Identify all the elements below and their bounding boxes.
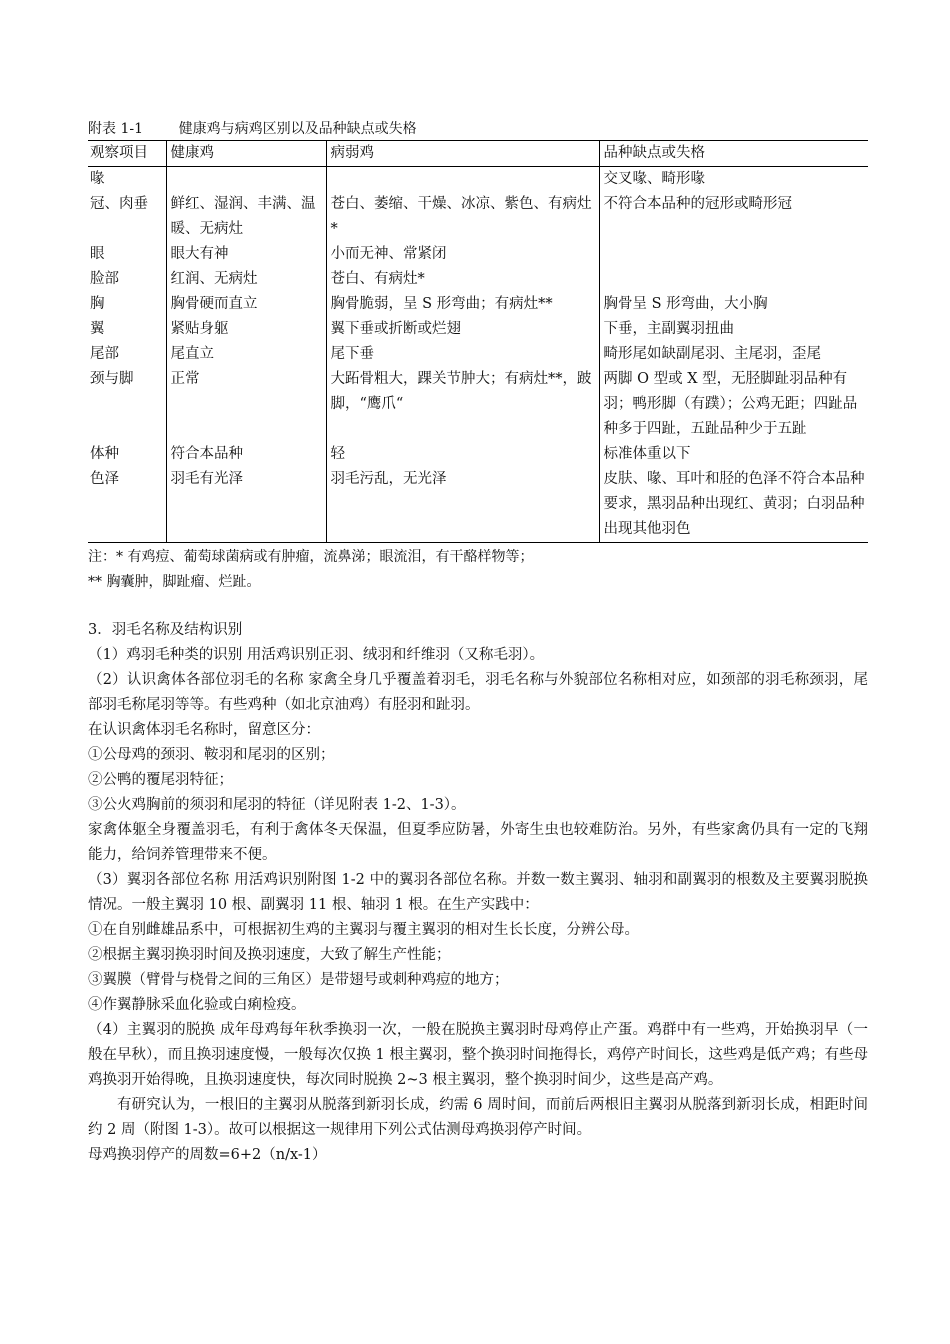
list-item: ①在自别雌雄品系中，可根据初生鸡的主翼羽与覆主翼羽的相对生长长度，分辨公母。 xyxy=(88,922,639,938)
cell-healthy: 尾直立 xyxy=(166,342,326,367)
note-line: 注：* 有鸡痘、葡萄球菌病或有肿瘤，流鼻涕；眼流泪，有干酪样物等； xyxy=(88,549,534,565)
table-row xyxy=(88,292,868,317)
section-title: 3．羽毛名称及结构识别 xyxy=(88,622,243,638)
cell-weak: 翼下垂或折断或烂翅 xyxy=(326,317,599,342)
cell-defect: 下垂，主副翼羽扭曲 xyxy=(599,317,868,342)
cell-defect: 两脚 O 型或 X 型，无胫脚趾羽品种有羽；鸭形脚（有蹼）；公鸡无距；四趾品种多于四趾，五趾品种少于五趾 xyxy=(599,367,868,442)
list-item: ③翼膜（臂骨与桡骨之间的三角区）是带翅号或刺种鸡痘的地方； xyxy=(88,972,509,988)
table-header-cell: 观察项目 xyxy=(88,141,166,167)
table-row xyxy=(88,167,868,193)
cell-item: 色泽 xyxy=(88,467,166,543)
paragraph: 家禽体躯全身覆盖羽毛，有利于禽体冬天保温，但夏季应防暑，外寄生虫也较难防治。另外，有些家禽仍具有一定的飞翔能力，给饲养管理带来不便。 xyxy=(88,822,868,863)
cell-healthy: 眼大有神 xyxy=(166,242,326,267)
cell-item: 颈与脚 xyxy=(90,371,134,387)
cell-item: 胸 xyxy=(90,296,105,312)
table-caption: 附表 1-1 健康鸡与病鸡区别以及品种缺点或失格 xyxy=(88,121,417,137)
formula: 母鸡换羽停产的周数=6+2（n/x-1） xyxy=(88,1147,327,1163)
cell-item: 眼 xyxy=(90,246,105,262)
table-row xyxy=(88,367,868,442)
cell-healthy: 正常 xyxy=(166,367,326,442)
cell-item: 翼 xyxy=(90,321,105,337)
list-item: ③公火鸡胸前的须羽和尾羽的特征（详见附表 1-2、1-3）。 xyxy=(88,797,466,813)
paragraph: （4）主翼羽的脱换 成年母鸡每年秋季换羽一次，一般在脱换主翼羽时母鸡停止产蛋。鸡群中有一些鸡，开始换羽早（一般在早秋），而且换羽速度慢，一般每次仅换 1 根主翼羽，整个换羽时间拖得长，鸡停产时间长，这些鸡是低产鸡；有些母鸡换羽开始得晚，且换羽速度快，每次同时脱换 2~3 根主翼羽，整个换羽时间少，这些是高产鸡。 xyxy=(88,1022,868,1088)
cell-defect: 皮肤、喙、耳叶和胫的色泽不符合本品种要求，黑羽品种出现红、黄羽；白羽品种出现其他羽色 xyxy=(599,467,868,543)
cell-defect: 畸形尾如缺副尾羽、主尾羽，歪尾 xyxy=(599,342,868,367)
table-header-cell: 健康鸡 xyxy=(166,141,326,167)
cell-item: 脸部 xyxy=(90,271,119,287)
cell-defect xyxy=(599,242,868,267)
cell-weak: 胸骨脆弱，呈 S 形弯曲；有病灶** xyxy=(326,292,599,317)
cell-weak: 苍白、萎缩、干燥、冰凉、紫色、有病灶* xyxy=(326,192,599,242)
table-header-cell: 品种缺点或失格 xyxy=(599,141,868,167)
list-item: ①公母鸡的颈羽、鞍羽和尾羽的区别； xyxy=(88,747,335,763)
cell-weak: 尾下垂 xyxy=(326,342,599,367)
table-row xyxy=(88,317,868,342)
table-row xyxy=(88,442,868,467)
cell-weak xyxy=(326,167,599,193)
cell-item: 冠、肉垂 xyxy=(90,196,148,212)
cell-weak: 轻 xyxy=(326,442,599,467)
paragraph: （1）鸡羽毛种类的识别 用活鸡识别正羽、绒羽和纤维羽（又称毛羽）。 xyxy=(88,647,545,663)
table-header-row xyxy=(88,141,868,167)
note-line: ** 胸囊肿，脚趾瘤、烂趾。 xyxy=(88,574,261,590)
cell-item: 尾部 xyxy=(90,346,119,362)
cell-healthy: 羽毛有光泽 xyxy=(166,467,326,543)
cell-item: 体种 xyxy=(90,446,119,462)
cell-defect: 胸骨呈 S 形弯曲，大小胸 xyxy=(599,292,868,317)
list-item: ②根据主翼羽换羽时间及换羽速度，大致了解生产性能； xyxy=(88,947,451,963)
paragraph: （3）翼羽各部位名称 用活鸡识别附图 1-2 中的翼羽各部位名称。并数一数主翼羽、轴羽和副翼羽的根数及主要翼羽脱换情况。一般主翼羽 10 根、副翼羽 11 根、轴羽 1 根。在生产实践中： xyxy=(88,872,868,913)
table-header-cell: 病弱鸡 xyxy=(326,141,599,167)
cell-defect: 交叉喙、畸形喙 xyxy=(599,167,868,193)
cell-weak: 大跖骨粗大，踝关节肿大；有病灶**，跛脚，“鹰爪“ xyxy=(326,367,599,442)
feather-section xyxy=(88,618,868,1168)
table-row xyxy=(88,467,868,543)
cell-healthy: 鲜红、湿润、丰满、温暖、无病灶 xyxy=(166,192,326,242)
cell-healthy: 胸骨硬而直立 xyxy=(166,292,326,317)
table-notes xyxy=(88,545,868,595)
table-row xyxy=(88,267,868,292)
cell-healthy: 红润、无病灶 xyxy=(166,267,326,292)
table-row xyxy=(88,192,868,242)
list-item: ④作翼静脉采血化验或白痢检疫。 xyxy=(88,997,306,1013)
cell-weak: 羽毛污乱，无光泽 xyxy=(326,467,599,543)
cell-healthy: 紧贴身躯 xyxy=(166,317,326,342)
cell-weak: 小而无神、常紧闭 xyxy=(326,242,599,267)
cell-defect: 不符合本品种的冠形或畸形冠 xyxy=(599,192,868,242)
cell-weak: 苍白、有病灶* xyxy=(326,267,599,292)
cell-item: 喙 xyxy=(90,171,105,187)
table-row xyxy=(88,242,868,267)
table-row xyxy=(88,342,868,367)
paragraph: 在认识禽体羽毛名称时，留意区分： xyxy=(88,722,320,738)
document-page xyxy=(88,118,868,1168)
comparison-table xyxy=(88,140,868,543)
paragraph: 有研究认为，一根旧的主翼羽从脱落到新羽长成，约需 6 周时间，而前后两根旧主翼羽从脱落到新羽长成，相距时间约 2 周（附图 1-3）。故可以根据这一规律用下列公式估测母鸡换羽停产时间。 xyxy=(88,1097,868,1138)
cell-healthy xyxy=(166,167,326,193)
cell-defect: 标准体重以下 xyxy=(599,442,868,467)
list-item: ②公鸭的覆尾羽特征； xyxy=(88,772,233,788)
paragraph: （2）认识禽体各部位羽毛的名称 家禽全身几乎覆盖着羽毛，羽毛名称与外貌部位名称相对应，如颈部的羽毛称颈羽，尾部羽毛称尾羽等等。有些鸡种（如北京油鸡）有胫羽和趾羽。 xyxy=(88,672,868,713)
cell-healthy: 符合本品种 xyxy=(166,442,326,467)
cell-defect xyxy=(599,267,868,292)
